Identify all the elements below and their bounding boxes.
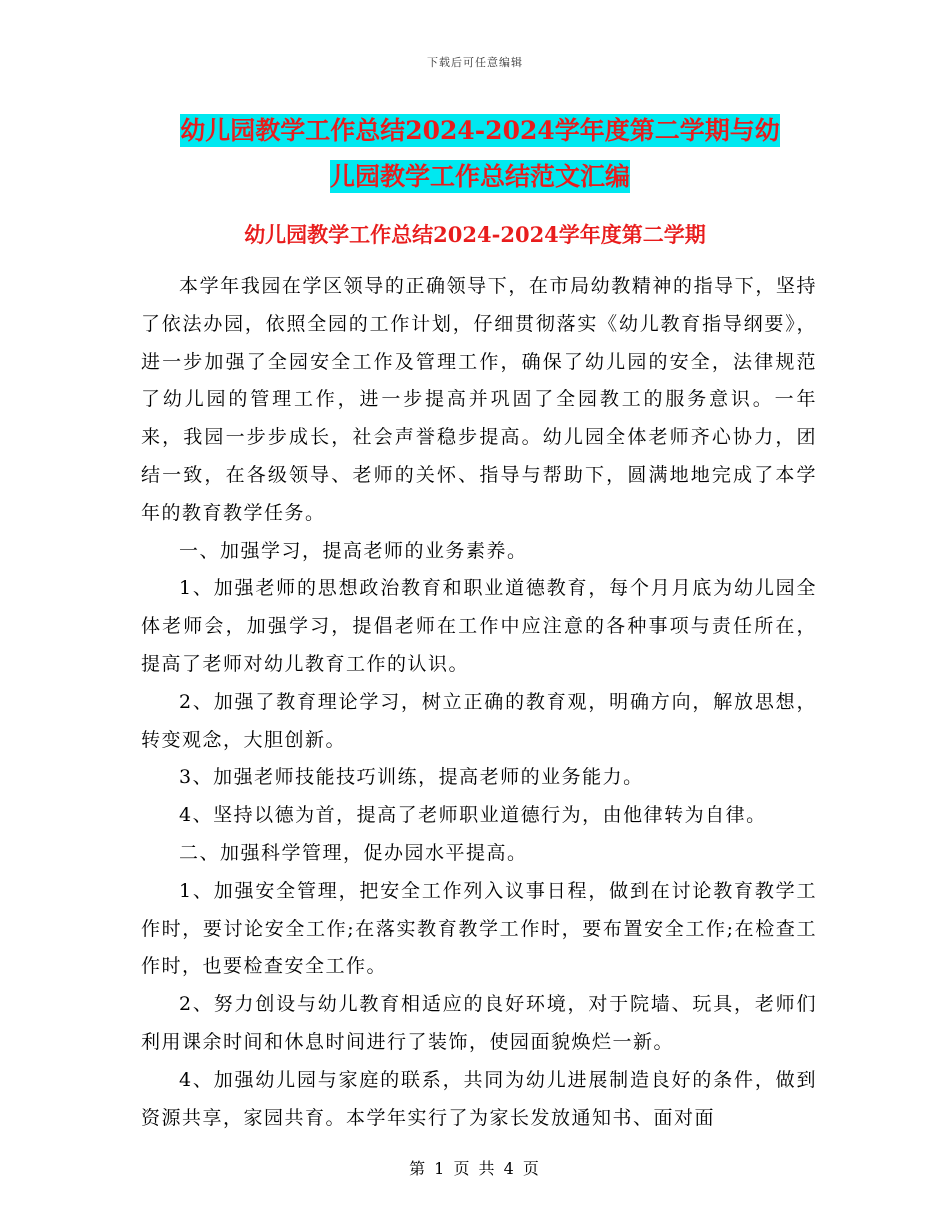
paragraph: 4、加强幼儿园与家庭的联系，共同为幼儿进展制造良好的条件，做到资源共享，家园共育。本学年实行了为家长发放通知书、面对面 xyxy=(141,1068,817,1129)
paragraph: 4、坚持以德为首，提高了老师职业道德行为，由他律转为自律。 xyxy=(179,804,767,827)
paragraph-heading-2: 二、加强科学管理，促办园水平提高。 xyxy=(179,841,528,864)
header-note: 下载后可任意编辑 xyxy=(427,56,523,69)
paragraph: 2、加强了教育理论学习，树立正确的教育观，明确方向，解放思想，转变观念，大胆创新。 xyxy=(141,690,817,751)
page-number: 第 1 页 共 4 页 xyxy=(409,1159,541,1178)
paragraph: 3、加强老师技能技巧训练，提高老师的业务能力。 xyxy=(179,766,644,789)
paragraph-intro: 本学年我园在学区领导的正确领导下，在市局幼教精神的指导下，坚持了依法办园，依照全园的工作计划，仔细贯彻落实《幼儿教育指导纲要》，进一步加强了全园安全工作及管理工作，确保了幼儿园的安全，法律规范了幼儿园的管理工作，进一步提高并巩固了全园教工的服务意识。一年来，我园一步步成长，社会声誉稳步提高。幼儿园全体老师齐心协力，团结一致，在各级领导、老师的关怀、指导与帮助下，圆满地地完成了本学年的教育教学任务。 xyxy=(141,275,817,524)
section-title: 幼儿园教学工作总结2024-2024学年度第二学期 xyxy=(244,222,706,247)
document-title-line-1: 幼儿园教学工作总结2024-2024学年度第二学期与幼 xyxy=(180,116,780,145)
paragraph-heading-1: 一、加强学习，提高老师的业务素养。 xyxy=(179,539,528,562)
body-text xyxy=(141,268,817,1137)
paragraph: 2、努力创设与幼儿教育相适应的良好环境，对于院墙、玩具，老师们利用课余时间和休息时间进行了装饰，使园面貌焕烂一新。 xyxy=(141,993,817,1053)
document-title-line-2: 儿园教学工作总结范文汇编 xyxy=(329,162,630,191)
paragraph: 1、加强安全管理，把安全工作列入议事日程，做到在讨论教育教学工作时，要讨论安全工作;在落实教育教学工作时，要布置安全工作;在检查工作时，也要检查安全工作。 xyxy=(141,879,817,978)
document-title xyxy=(140,108,820,200)
paragraph: 1、加强老师的思想政治教育和职业道德教育，每个月月底为幼儿园全体老师会，加强学习，提倡老师在工作中应注意的各种事项与责任所在，提高了老师对幼儿教育工作的认识。 xyxy=(141,577,817,675)
